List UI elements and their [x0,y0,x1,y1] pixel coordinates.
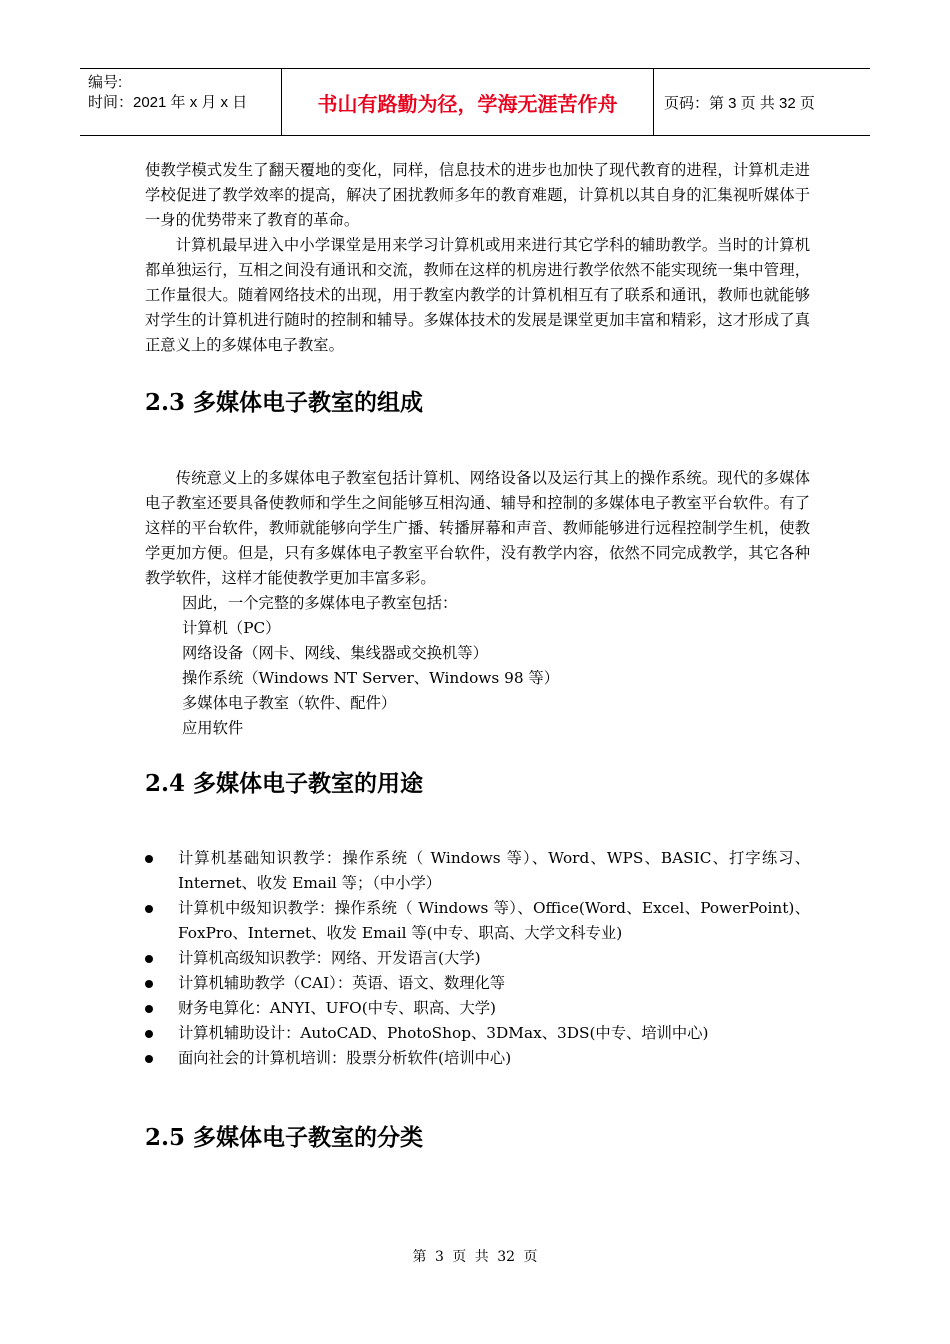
document-body [145,158,810,1153]
usage-bullet-text: 计算机中级知识教学：操作系统（ Windows 等）、Office(Word、Excel、PowerPoint)、FoxPro、Internet、收发 Email 等(中专、职高、大学文科专业) [178,899,810,942]
usage-bullet-item [145,896,810,946]
bullet-icon [145,1005,153,1013]
date-label: 时间：2021 年 x 月 x 日 [88,94,248,111]
intro-paragraph-2: 计算机最早进入中小学课堂是用来学习计算机或用来进行其它学科的辅助教学。当时的计算机都单独运行，互相之间没有通讯和交流，教师在这样的机房进行教学依然不能实现统一集中管理，工作量很大。随着网络技术的出现，用于教室内教学的计算机相互有了联系和通讯，教师也就能够对学生的计算机进行随时的控制和辅导。多媒体技术的发展是课堂更加丰富和精彩，这才形成了真正意义上的多媒体电子教室。 [145,236,810,354]
header-motto: 书山有路勤为径，学海无涯苦作舟 [282,69,654,135]
section-2-3-paragraph-2: 因此，一个完整的多媒体电子教室包括： [182,594,458,612]
bullet-icon [145,955,153,963]
number-label: 编号: [88,74,123,91]
usage-bullet-item [145,1046,810,1071]
usage-bullet-text: 计算机辅助设计：AutoCAD、PhotoShop、3DMax、3DS(中专、培训中心) [178,1024,709,1042]
header-meta [80,69,282,135]
intro-paragraph-1: 使教学模式发生了翻天覆地的变化，同样，信息技术的进步也加快了现代教育的进程，计算机走进学校促进了教学效率的提高，解决了困扰教师多年的教育难题，计算机以其自身的汇集视听媒体于一身的优势带来了教育的革命。 [145,161,810,229]
usage-bullet-text: 面向社会的计算机培训：股票分析软件(培训中心) [178,1049,512,1067]
component-item: 计算机（PC） [182,619,281,637]
section-2-3-paragraph-1: 传统意义上的多媒体电子教室包括计算机、网络设备以及运行其上的操作系统。现代的多媒体电子教室还要具备使教师和学生之间能够互相沟通、辅导和控制的多媒体电子教室平台软件。有了这样的平台软件，教师就能够向学生广播、转播屏幕和声音、教师能够进行远程控制学生机，使教学更加方便。但是，只有多媒体电子教室平台软件，没有教学内容，依然不同完成教学，其它各种教学软件，这样才能使教学更加丰富多彩。 [145,469,810,587]
component-item: 网络设备（网卡、网线、集线器或交换机等） [182,644,488,662]
header-page-label: 页码：第 3 页 共 32 页 [664,94,815,112]
usage-bullet-text: 计算机高级知识教学：网络、开发语言(大学) [178,949,481,967]
section-2-4-heading: 2.4 多媒体电子教室的用途 [145,770,424,797]
usage-bullet-item [145,946,810,971]
section-2-3-heading: 2.3 多媒体电子教室的组成 [145,389,424,416]
component-item: 操作系统（Windows NT Server、Windows 98 等） [182,669,560,687]
bullet-icon [145,855,153,863]
component-item: 多媒体电子教室（软件、配件） [182,694,397,712]
usage-bullet-item [145,971,810,996]
usage-bullet-item [145,846,810,896]
page-header [80,68,870,136]
bullet-icon [145,980,153,988]
usage-bullet-text: 计算机辅助教学（CAI）：英语、语文、数理化等 [178,974,506,992]
bullet-icon [145,905,153,913]
usage-bullet-text: 计算机基础知识教学：操作系统（ Windows 等）、Word、WPS、BASIC、打字练习、Internet、收发 Email 等；（中小学） [178,849,810,892]
bullet-icon [145,1055,153,1063]
usage-bullet-item [145,1021,810,1046]
bullet-icon [145,1030,153,1038]
section-2-5-heading: 2.5 多媒体电子教室的分类 [145,1124,424,1151]
page-footer: 第 3 页 共 32 页 [412,1249,538,1265]
usage-bullet-text: 财务电算化：ANYI、UFO(中专、职高、大学) [178,999,497,1017]
usage-bullet-list [145,846,810,1071]
component-item: 应用软件 [182,719,244,737]
usage-bullet-item [145,996,810,1021]
